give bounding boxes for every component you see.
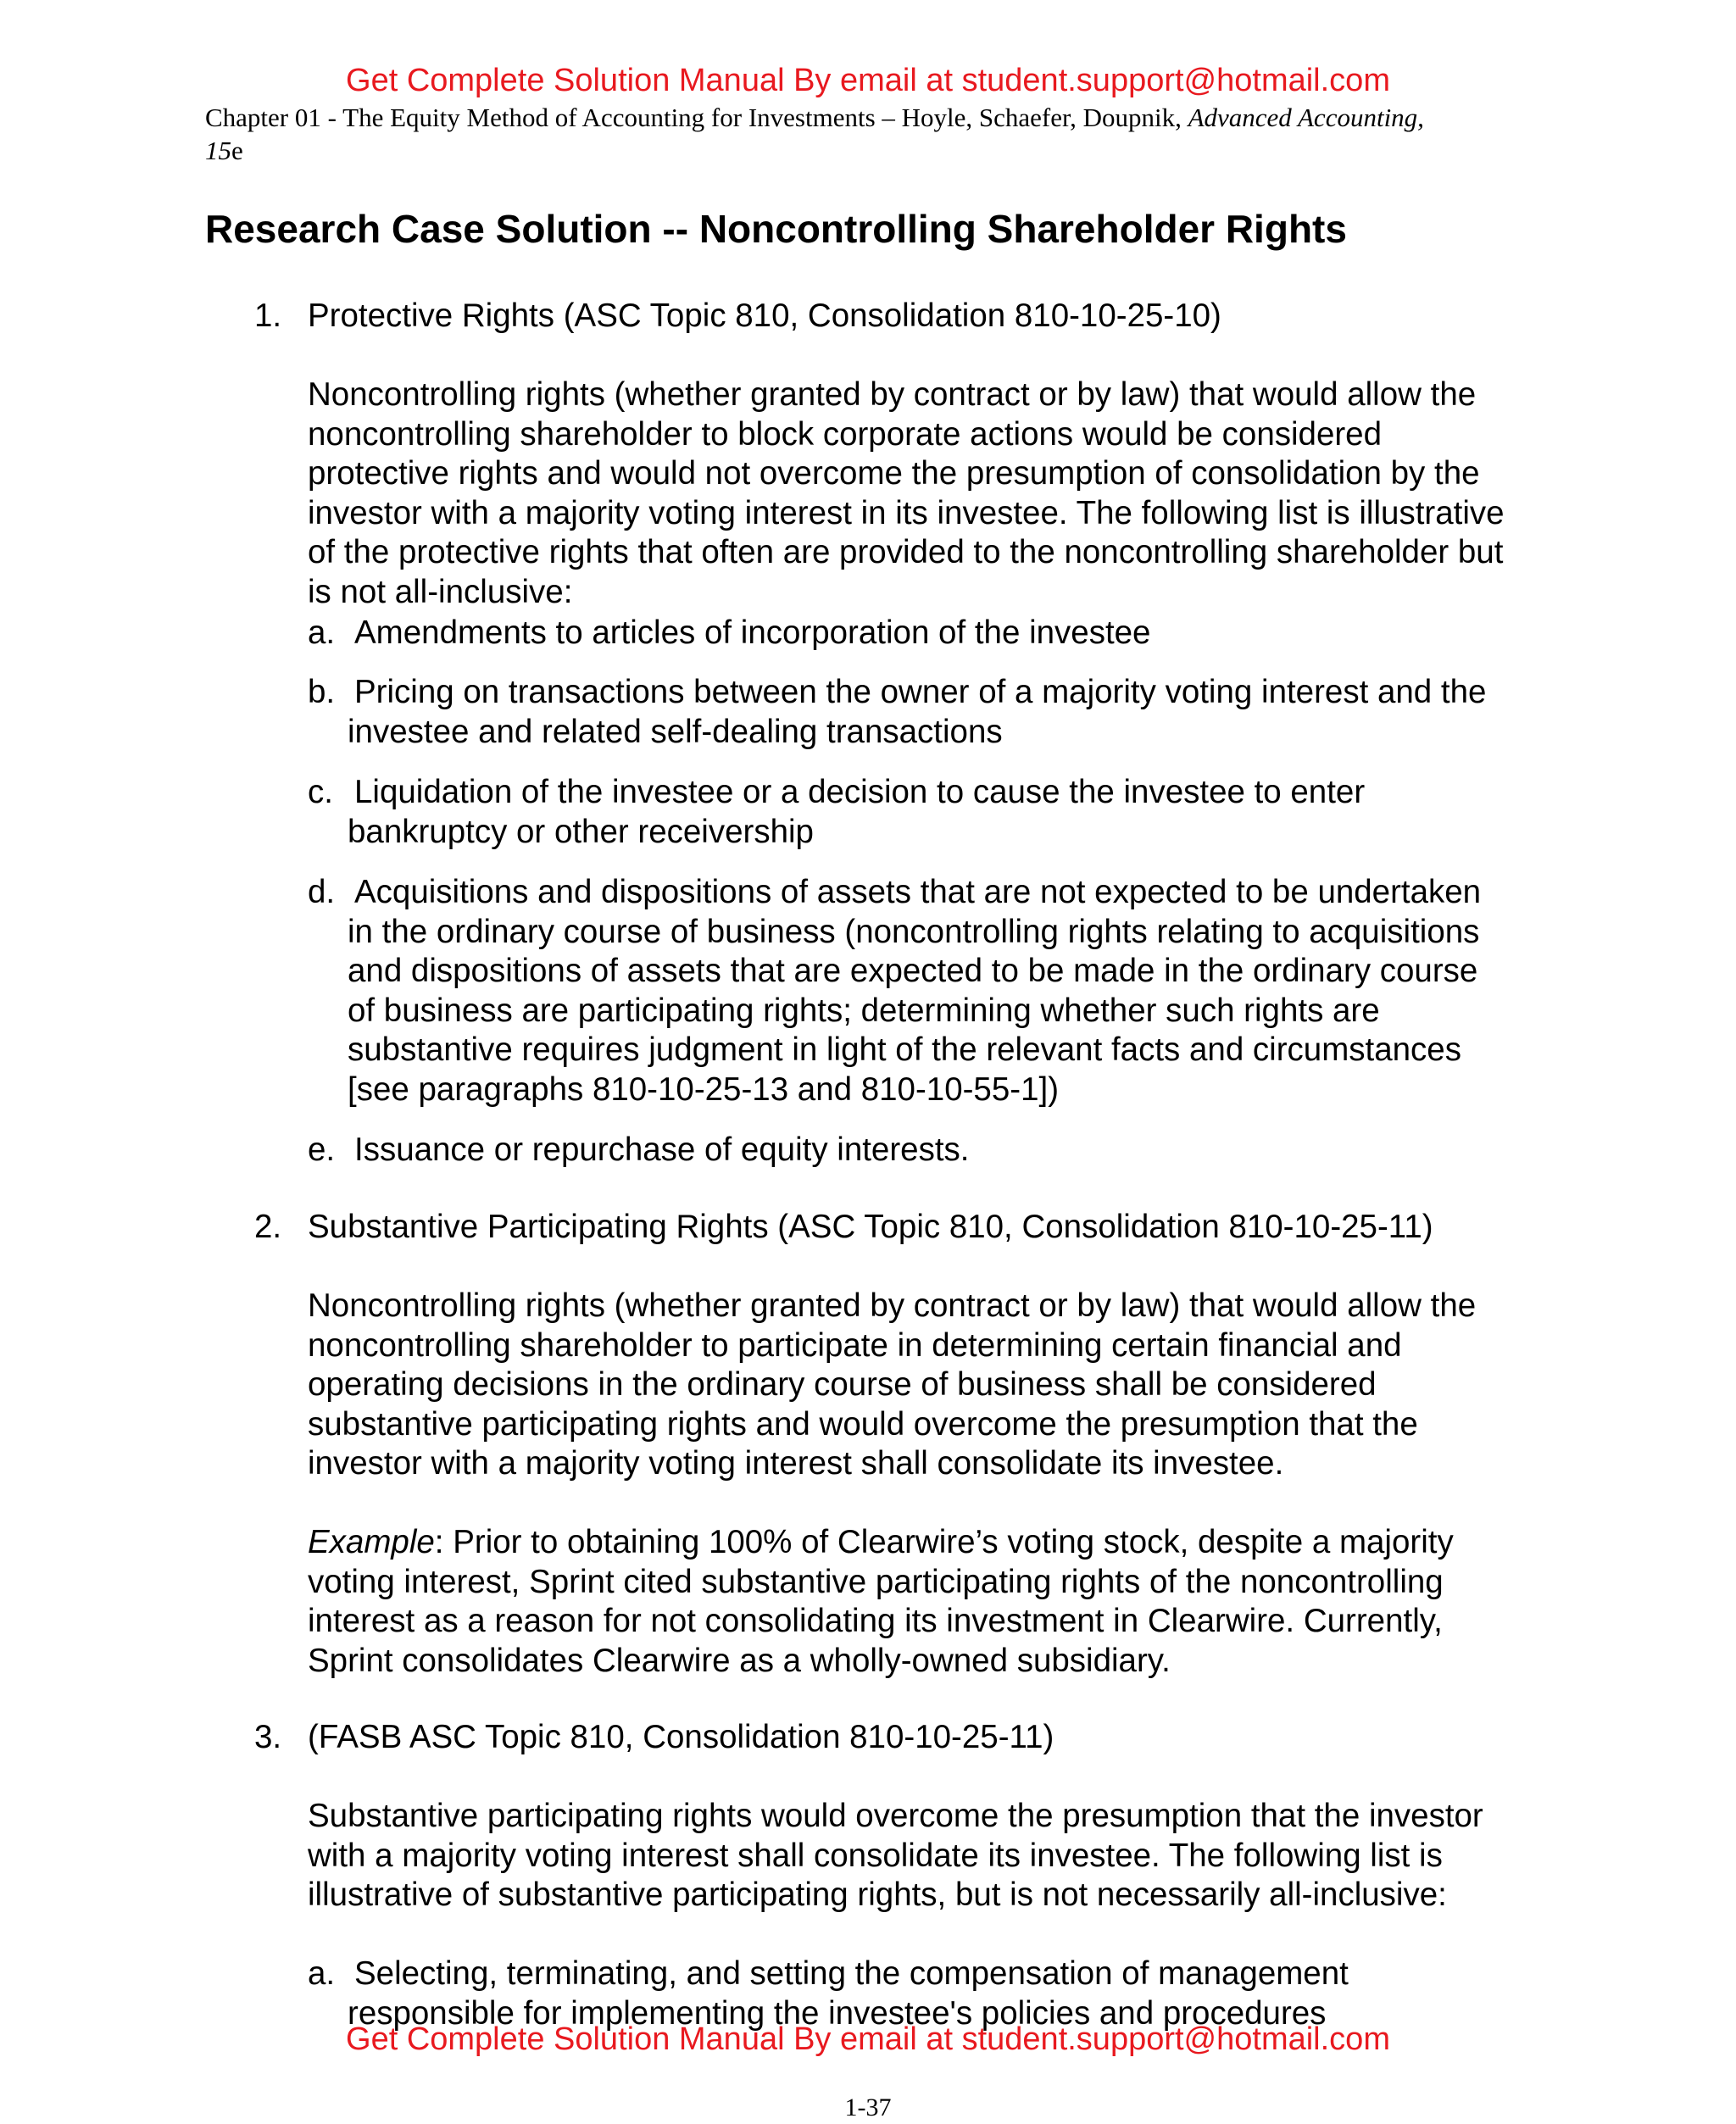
list-item-letter: e. <box>308 1132 336 1168</box>
section-3-number: 3. <box>254 1719 282 1755</box>
list-item-text: Issuance or repurchase of equity interests. <box>354 1132 970 1168</box>
section-1-para-line: of the protective rights that often are provided to the noncontrolling shareholder but <box>308 534 1504 570</box>
list-item-text: Liquidation of the investee or a decision to cause the investee to enter <box>354 774 1366 810</box>
list-item-letter: a. <box>308 1955 336 1992</box>
list-item-text: Amendments to articles of incorporation of the investee <box>354 614 1151 651</box>
list-item-text: responsible for implementing the investee's policies and procedures <box>348 1994 1327 2032</box>
list-item-letter: b. <box>308 674 336 710</box>
list-item-text: Selecting, terminating, and setting the compensation of management <box>354 1955 1349 1992</box>
section-2-para-line: Noncontrolling rights (whether granted by contract or by law) that would allow the <box>308 1287 1477 1324</box>
section-1-para-line: noncontrolling shareholder to block corporate actions would be considered <box>308 415 1383 453</box>
list-item-text: Pricing on transactions between the owner of a majority voting interest and the <box>354 674 1487 710</box>
section-3-para-line: with a majority voting interest shall consolidate its investee. The following list is <box>308 1837 1443 1874</box>
list-item-text: Acquisitions and dispositions of assets that are not expected to be undertaken <box>354 874 1482 910</box>
section-2-para-line: substantive participating rights and would overcome the presumption that the <box>308 1405 1418 1443</box>
running-header-line2 <box>205 136 243 166</box>
section-1-para-line: investor with a majority voting interest in its investee. The following list is illustrative <box>308 494 1505 531</box>
section-1-heading: Protective Rights (ASC Topic 810, Consolidation 810-10-25-10) <box>308 297 1221 334</box>
section-2-example-line: Sprint consolidates Clearwire as a wholly-owned subsidiary. <box>308 1642 1171 1679</box>
header-book-title: Advanced Accounting, <box>1188 103 1424 132</box>
header-edition-number: 15 <box>205 136 231 165</box>
example-text: : Prior to obtaining 100% of Clearwire’s voting stock, despite a majority <box>434 1524 1454 1560</box>
example-label: Example <box>308 1524 435 1560</box>
section-1-para-line: protective rights and would not overcome the presumption of consolidation by the <box>308 455 1480 492</box>
section-2-para-line: noncontrolling shareholder to participate in determining certain financial and <box>308 1326 1402 1364</box>
list-item-text: of business are participating rights; determining whether such rights are <box>348 992 1380 1029</box>
list-item-letter: a. <box>308 614 336 651</box>
section-2-example-line: interest as a reason for not consolidating its investment in Clearwire. Currently, <box>308 1603 1443 1639</box>
header-chapter-text: Chapter 01 - The Equity Method of Accounting for Investments – Hoyle, Schaefer, Doupnik, <box>205 103 1188 132</box>
list-item-text: and dispositions of assets that are expected to be made in the ordinary course <box>348 953 1478 989</box>
page-number: 1-37 <box>844 2093 892 2121</box>
section-3-para-line: Substantive participating rights would overcome the presumption that the investor <box>308 1798 1483 1834</box>
section-3-heading: (FASB ASC Topic 810, Consolidation 810-10-25-11) <box>308 1719 1054 1755</box>
list-item-text: investee and related self-dealing transactions <box>348 713 1003 750</box>
promo-banner-top: Get Complete Solution Manual By email at student.support@hotmail.com <box>346 63 1390 98</box>
list-item-text: [see paragraphs 810-10-25-13 and 810-10-55-1]) <box>348 1070 1060 1108</box>
section-2-heading: Substantive Participating Rights (ASC Topic 810, Consolidation 810-10-25-11) <box>308 1209 1433 1245</box>
section-2-example-line: voting interest, Sprint cited substantive participating rights of the noncontrolling <box>308 1563 1444 1600</box>
promo-banner-bottom: Get Complete Solution Manual By email at student.support@hotmail.com <box>346 2021 1390 2057</box>
header-edition-suffix: e <box>231 136 243 165</box>
section-1-para-line: Noncontrolling rights (whether granted by contract or by law) that would allow the <box>308 376 1477 413</box>
list-item-text: substantive requires judgment in light of the relevant facts and circumstances <box>348 1031 1461 1068</box>
page-title: Research Case Solution -- Noncontrolling Shareholder Rights <box>205 207 1347 251</box>
section-2-example-line <box>308 1523 1454 1563</box>
list-item-letter: d. <box>308 874 336 910</box>
list-item-text: in the ordinary course of business (noncontrolling rights relating to acquisitions <box>348 913 1480 950</box>
section-1-para-line: is not all-inclusive: <box>308 573 573 610</box>
list-item-text: bankruptcy or other receivership <box>348 813 814 850</box>
section-1-number: 1. <box>254 297 282 334</box>
running-header-line1 <box>205 103 1424 133</box>
section-2-para-line: operating decisions in the ordinary course of business shall be considered <box>308 1366 1377 1403</box>
section-2-para-line: investor with a majority voting interest shall consolidate its investee. <box>308 1445 1284 1482</box>
list-item-letter: c. <box>308 774 333 810</box>
section-3-para-line: illustrative of substantive participating rights, but is not necessarily all-inclusive: <box>308 1877 1447 1913</box>
section-2-number: 2. <box>254 1209 282 1245</box>
